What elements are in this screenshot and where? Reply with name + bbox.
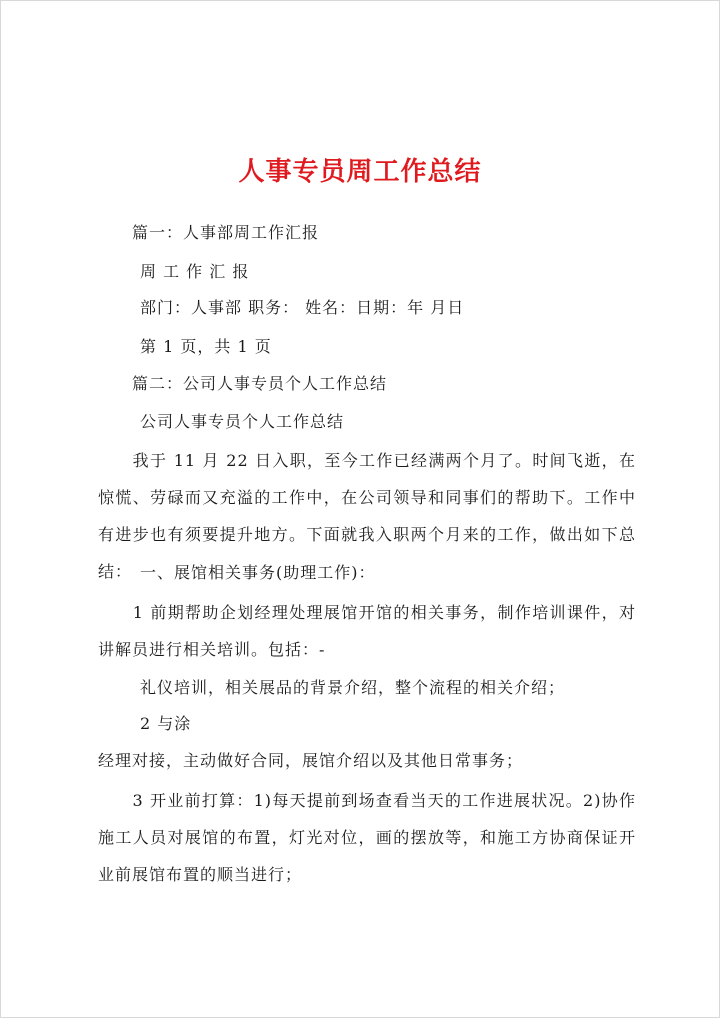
- subtitle: 公司人事专员个人工作总结: [140, 412, 345, 431]
- page-count: 第 1 页，共 1 页: [140, 337, 272, 356]
- item-2-continued: 经理对接，主动做好合同，展馆介绍以及其他日常事务；: [98, 751, 524, 770]
- paragraph-intro: 我于 11 月 22 日入职，至今工作已经满两个月了。时间飞逝，在惊慌、劳碌而又充溢的工作中，在公司领导和同事们的帮助下。工作中有进步也有须要提升地方。下面就我入职两个月来的工作，做出如下总结：: [98, 451, 636, 581]
- section-heading-1: 篇一：人事部周工作汇报: [132, 223, 320, 242]
- paragraph-item-3: 3 开业前打算：1)每天提前到场查看当天的工作进展状况。2)协作施工人员对展馆的布置，灯光对位，画的摆放等，和施工方协商保证开业前展馆布置的顺当进行；: [98, 791, 636, 884]
- item-heading-1: 一、展馆相关事务(助理工作)：: [140, 563, 376, 582]
- section-heading-2: 篇二：公司人事专员个人工作总结: [132, 374, 388, 393]
- report-heading: 周 工 作 汇 报: [140, 262, 250, 281]
- paragraph-item-1: 1 前期帮助企划经理处理展馆开馆的相关事务，制作培训课件，对讲解员进行相关培训。包括：-: [98, 603, 636, 659]
- document-title: 人事专员周工作总结: [238, 157, 482, 187]
- report-fields: 部门：人事部 职务： 姓名：日期：年 月日: [140, 298, 465, 317]
- item-2-start: 2 与涂: [140, 714, 192, 733]
- item-detail: 礼仪培训，相关展品的背景介绍，整个流程的相关介绍；: [140, 678, 566, 697]
